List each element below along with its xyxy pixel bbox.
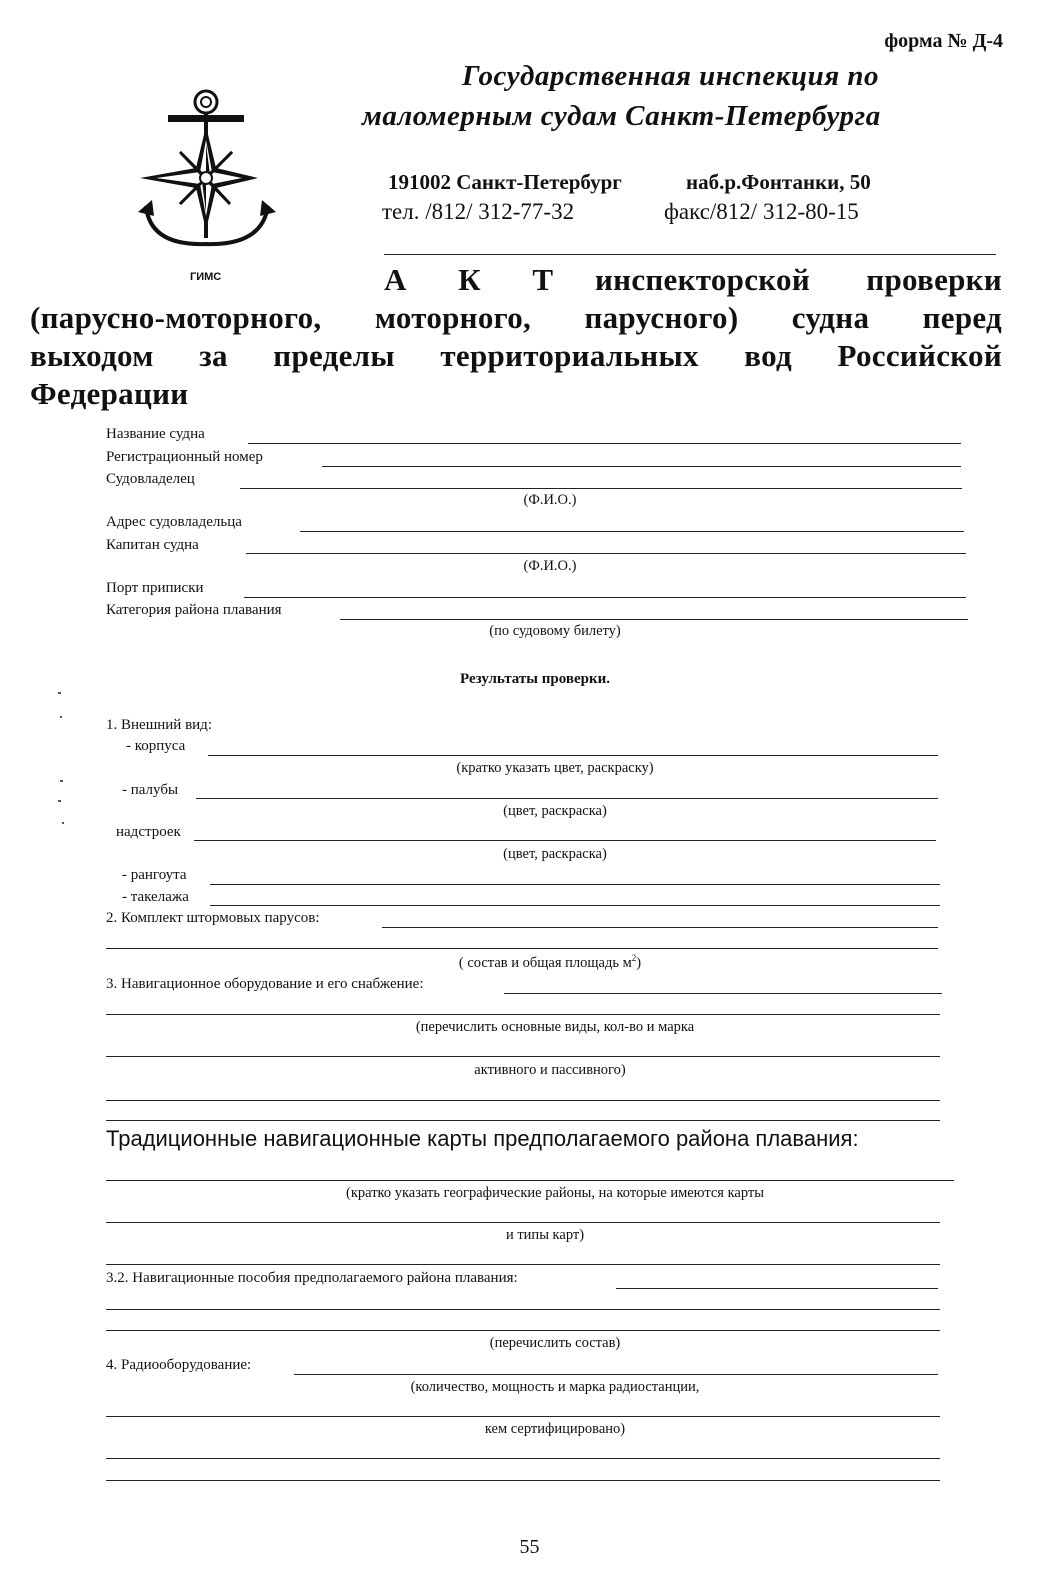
- nav-equipment-field-3[interactable]: [106, 1056, 940, 1057]
- radio-field-3[interactable]: [106, 1458, 940, 1459]
- area-category-label: Категория района плавания: [106, 602, 282, 618]
- reg-number-field[interactable]: [322, 466, 961, 467]
- captain-label: Капитан судна: [106, 537, 199, 553]
- radio-field-4[interactable]: [106, 1480, 940, 1481]
- title-line-3: выходом за пределы территориальных вод Российской: [30, 338, 1002, 373]
- org-name-line1: Государственная инспекция по: [462, 60, 880, 92]
- spars-field[interactable]: [210, 884, 940, 885]
- scan-speck: [60, 716, 62, 718]
- charts-field-2[interactable]: [106, 1222, 940, 1223]
- rigging-label: - такелажа: [122, 889, 189, 905]
- storm-sails-label: 2. Комплект штормовых парусов:: [106, 910, 320, 926]
- superstructure-field[interactable]: [194, 840, 936, 841]
- captain-fio-hint: (Ф.И.О.): [523, 558, 577, 574]
- superstructure-hint: (цвет, раскраска): [503, 846, 607, 862]
- title-line-2: (парусно-моторного, моторного, парусного) судна перед: [30, 300, 1002, 335]
- nav-aids-field[interactable]: [616, 1288, 938, 1289]
- radio-hint-2: кем сертифицировано): [484, 1421, 626, 1437]
- results-heading: Результаты проверки.: [460, 671, 610, 687]
- charts-label: Традиционные навигационные карты предполагаемого района плавания:: [106, 1126, 859, 1151]
- area-category-field[interactable]: [340, 619, 968, 620]
- fax-number: факс/812/ 312-80-15: [664, 199, 859, 224]
- rigging-field[interactable]: [210, 905, 940, 906]
- reg-number-label: Регистрационный номер: [106, 449, 263, 465]
- vessel-name-label: Название судна: [106, 426, 205, 442]
- radio-hint-1: (количество, мощность и марка радиостанции,: [410, 1379, 700, 1395]
- storm-sails-hint: ( состав и общая площадь $м^2$): [458, 953, 642, 971]
- header-divider: [384, 254, 996, 255]
- nav-equipment-field-5[interactable]: [106, 1120, 940, 1121]
- act-subtitle: инспекторской проверки: [595, 262, 1002, 297]
- captain-field[interactable]: [246, 553, 966, 554]
- storm-sails-field[interactable]: [382, 927, 938, 928]
- radio-field-2[interactable]: [106, 1416, 940, 1417]
- street-address: наб.р.Фонтанки, 50: [686, 170, 871, 194]
- title-line-4: Федерации: [30, 376, 189, 411]
- hull-hint: (кратко указать цвет, раскраску): [456, 760, 654, 776]
- gims-logo: [130, 88, 290, 288]
- form-number: форма № Д-4: [884, 30, 1003, 52]
- owner-field[interactable]: [240, 488, 962, 489]
- appearance-label: 1. Внешний вид:: [106, 717, 212, 733]
- charts-hint-1: (кратко указать географические районы, на которые имеются карты: [346, 1185, 764, 1201]
- storm-sails-field-2[interactable]: [106, 948, 938, 949]
- owner-fio-hint: (Ф.И.О.): [523, 492, 577, 508]
- home-port-label: Порт приписки: [106, 580, 204, 596]
- hull-field[interactable]: [208, 755, 938, 756]
- phone-number: тел. /812/ 312-77-32: [382, 199, 575, 224]
- nav-aids-hint: (перечислить состав): [489, 1335, 621, 1351]
- logo-label: ГИМС: [190, 271, 222, 283]
- radio-label: 4. Радиооборудование:: [106, 1357, 252, 1373]
- deck-field[interactable]: [196, 798, 938, 799]
- owner-label: Судовладелец: [106, 471, 195, 487]
- deck-hint: (цвет, раскраска): [503, 803, 607, 819]
- owner-address-field[interactable]: [300, 531, 964, 532]
- radio-field[interactable]: [294, 1374, 938, 1375]
- postal-address: 191002 Санкт-Петербург: [388, 170, 622, 194]
- nav-equipment-field[interactable]: [504, 993, 942, 994]
- area-category-hint: (по судовому билету): [489, 623, 621, 639]
- anchor-compass-icon: [130, 88, 290, 288]
- superstructure-label: надстроек: [116, 824, 181, 840]
- home-port-field[interactable]: [244, 597, 966, 598]
- scan-speck: [58, 800, 61, 802]
- charts-field[interactable]: [106, 1180, 954, 1181]
- scan-speck: [58, 692, 61, 694]
- charts-hint-2: и типы карт): [505, 1227, 585, 1243]
- hull-label: - корпуса: [126, 738, 186, 754]
- owner-address-label: Адрес судовладельца: [106, 514, 242, 530]
- spars-label: - рангоута: [122, 867, 187, 883]
- nav-equipment-hint-2: активного и пассивного): [474, 1062, 626, 1078]
- nav-equipment-field-4[interactable]: [106, 1100, 940, 1101]
- act-title: А К Т: [384, 262, 576, 297]
- org-name-line2: маломерным судам Санкт-Петербурга: [362, 100, 881, 132]
- nav-aids-label: 3.2. Навигационные пособия предполагаемого района плавания:: [106, 1270, 518, 1286]
- vessel-name-field[interactable]: [248, 443, 961, 444]
- nav-equipment-label: 3. Навигационное оборудование и его снабжение:: [106, 976, 424, 992]
- charts-field-3[interactable]: [106, 1264, 940, 1265]
- nav-aids-field-3[interactable]: [106, 1330, 940, 1331]
- nav-equipment-hint-1: (перечислить основные виды, кол-во и марка: [415, 1019, 695, 1035]
- nav-equipment-field-2[interactable]: [106, 1014, 940, 1015]
- nav-aids-field-2[interactable]: [106, 1309, 940, 1310]
- scan-speck: [60, 780, 63, 782]
- page-number: 55: [519, 1536, 540, 1558]
- deck-label: - палубы: [122, 782, 179, 798]
- scan-speck: [62, 822, 64, 824]
